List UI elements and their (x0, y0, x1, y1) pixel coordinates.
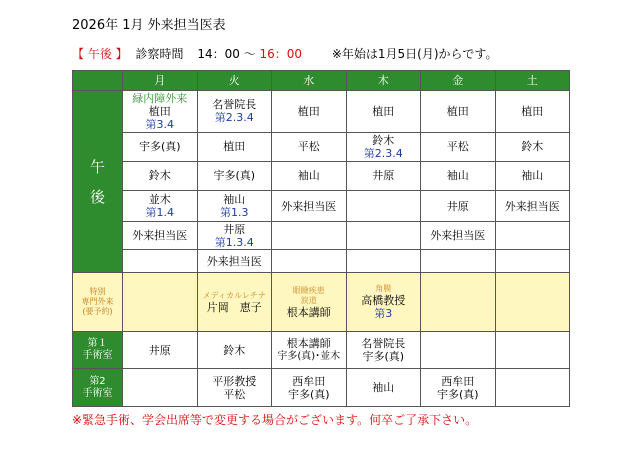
surgery-room-1-row (73, 331, 570, 369)
cell-mon: 外来担当医 (123, 222, 198, 250)
cell-fri (421, 273, 496, 331)
cell-mon: 緑内障外来 植田 第3.4 (123, 90, 198, 132)
day-header-sat: 土 (495, 71, 570, 91)
cell-sat: 外来担当医 (495, 190, 570, 221)
cell-thu: 角膜 高橋教授 第3 (346, 273, 421, 331)
corner-cell (73, 71, 123, 91)
cell-tue: 外来担当医 (197, 250, 272, 273)
cell-wed (272, 250, 347, 273)
cell-sat (495, 273, 570, 331)
cell-tue: 名誉院長 第2.3.4 (197, 90, 272, 132)
cell-sat (495, 222, 570, 250)
cell-tue: メディカルレチナ 片岡 恵子 (197, 273, 272, 331)
cell-wed: 根本講師 宇多(真)･並木 (272, 331, 347, 369)
day-header-fri: 金 (421, 71, 496, 91)
cell-thu (346, 250, 421, 273)
cell-sat: 鈴木 (495, 132, 570, 161)
cell-sat (495, 331, 570, 369)
footer-notice: ※緊急手術、学会出席等で変更する場合がございます。何卒ご了承下さい。 (72, 413, 478, 427)
day-header-mon: 月 (123, 71, 198, 91)
session-label: 【 午後 】 (72, 47, 128, 61)
cell-mon: 井原 (123, 331, 198, 369)
cell-tue: 平形教授 平松 (197, 369, 272, 407)
day-header-tue: 火 (197, 71, 272, 91)
cell-tue: 鈴木 (197, 331, 272, 369)
table-row (73, 190, 570, 221)
cell-tue: 宇多(真) (197, 161, 272, 190)
cell-wed: 外来担当医 (272, 190, 347, 221)
day-header-thu: 木 (346, 71, 421, 91)
cell-thu (346, 190, 421, 221)
cell-thu (346, 222, 421, 250)
hours-start: 14：00 ～ (197, 47, 260, 61)
cell-mon (123, 369, 198, 407)
cell-wed: 植田 (272, 90, 347, 132)
special-clinic-row (73, 273, 570, 331)
cell-thu: 名誉院長 宇多(真) (346, 331, 421, 369)
surgery-room-2-row (73, 369, 570, 407)
cell-mon: 並木 第1.4 (123, 190, 198, 221)
cell-sat (495, 250, 570, 273)
cell-fri: 井原 (421, 190, 496, 221)
day-header-wed: 水 (272, 71, 347, 91)
surgery-room-1-label: 第１ 手術室 (73, 331, 123, 369)
cell-mon: 鈴木 (123, 161, 198, 190)
cell-sat (495, 369, 570, 407)
cell-thu: 鈴木 第2.3.4 (346, 132, 421, 161)
cell-fri: 西牟田 宇多(真) (421, 369, 496, 407)
cell-thu: 井原 (346, 161, 421, 190)
cell-fri (421, 250, 496, 273)
cell-wed: 眼瞼疾患 涙道 根本講師 (272, 273, 347, 331)
page-title: 2026年 1月 外来担当医表 (72, 18, 226, 33)
cell-tue: 袖山 第1.3 (197, 190, 272, 221)
table-row (73, 161, 570, 190)
table-row (73, 222, 570, 250)
cell-thu: 袖山 (346, 369, 421, 407)
cell-fri: 植田 (421, 90, 496, 132)
schedule-table (72, 70, 570, 407)
cell-fri (421, 331, 496, 369)
cell-mon: 宇多(真) (123, 132, 198, 161)
cell-wed (272, 222, 347, 250)
day-header-row (73, 71, 570, 91)
cell-wed: 袖山 (272, 161, 347, 190)
cell-tue: 井原 第1.3.4 (197, 222, 272, 250)
cell-mon (123, 273, 198, 331)
cell-wed: 西牟田 宇多(真) (272, 369, 347, 407)
cell-fri: 外来担当医 (421, 222, 496, 250)
hours-line (72, 45, 497, 62)
table-row (73, 132, 570, 161)
surgery-room-2-label: 第2 手術室 (73, 369, 123, 407)
hours-end: 16：00 (259, 47, 303, 61)
cell-mon (123, 250, 198, 273)
special-clinic-label: 特別 専門外来 (要予約) (73, 273, 123, 331)
new-year-note: ※年始は1月5日(月)からです。 (331, 47, 498, 61)
cell-tue: 植田 (197, 132, 272, 161)
cell-sat: 袖山 (495, 161, 570, 190)
cell-fri: 平松 (421, 132, 496, 161)
table-row (73, 250, 570, 273)
cell-sat: 植田 (495, 90, 570, 132)
cell-thu: 植田 (346, 90, 421, 132)
table-row (73, 90, 570, 132)
afternoon-label: 午 後 (73, 90, 123, 273)
cell-wed: 平松 (272, 132, 347, 161)
hours-label: 診察時間 (135, 47, 184, 61)
cell-fri: 袖山 (421, 161, 496, 190)
